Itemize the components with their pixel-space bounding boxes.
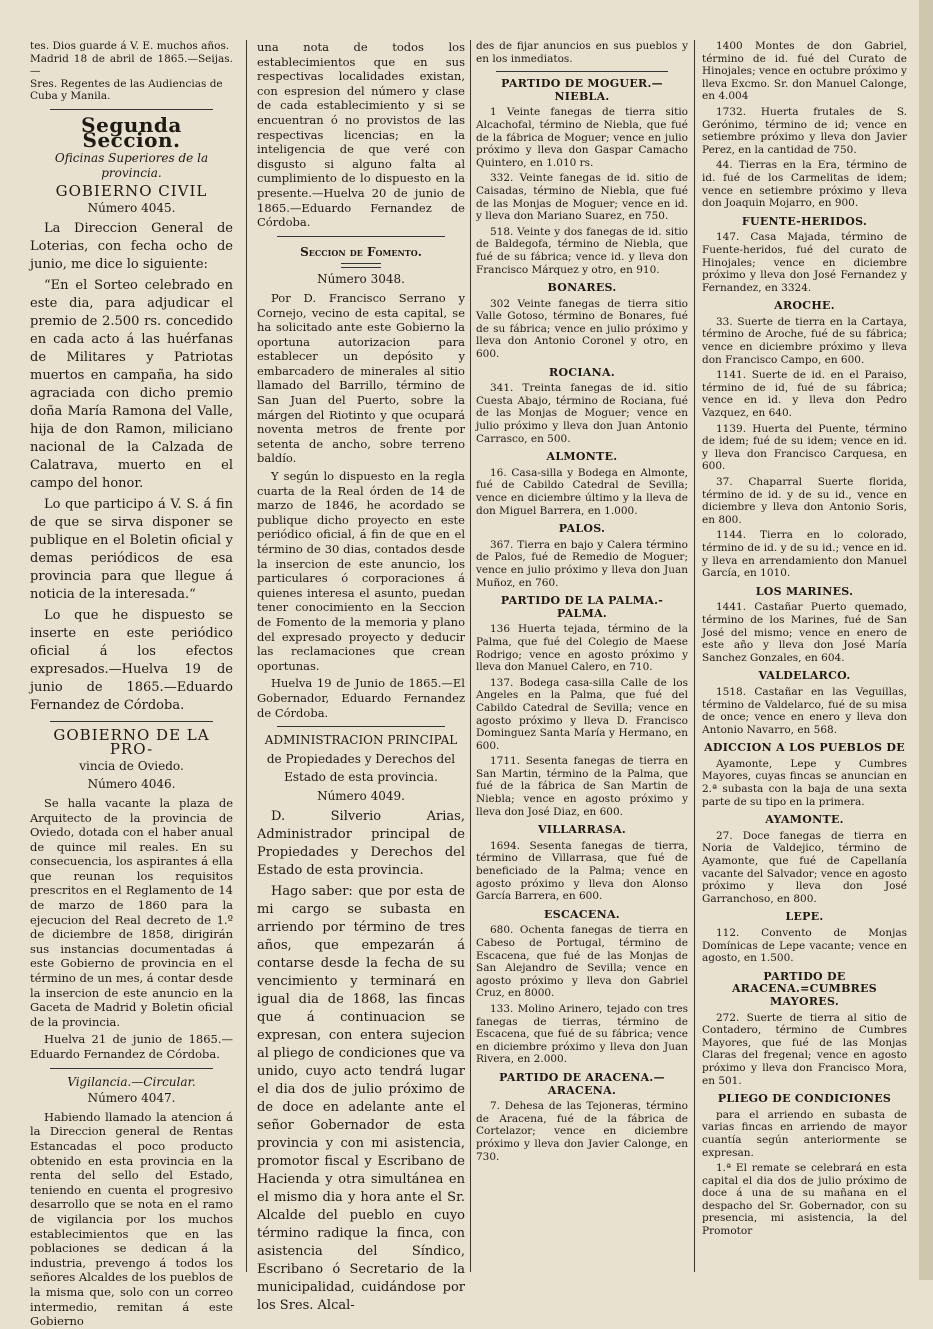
property-item: 133. Molino Arinero, tejado con tres fanegas de tierras, término de Escacena, que fué de su fábrica; vence en diciembre próximo y lleva don Juan Rivera, en 2.000. (476, 1002, 688, 1066)
property-item: 7. Dehesa de las Tejoneras, término de Aracena, fué de la fábrica de Cortelazor; vence en diciembre próximo y lleva don Javier Calonge, en 730. (476, 1100, 688, 1163)
property-item: 1139. Huerta del Puente, término de idem; fué de su idem; vence en id. y lleva don Francisco Carquesa, en 600. (702, 422, 907, 473)
divider (277, 236, 445, 237)
property-item: 37. Chaparral Suerte florida, término de id. y de su id., vence en diciembre y lleva don Antonio Soris, en 800. (702, 476, 907, 526)
property-item: 1694. Sesenta fanegas de tierra, término de Villarrasa, que fué de beneficiado de la Palma; vence en agosto próximo y lleva don Alonso García Barrera, en 600. (476, 839, 688, 903)
town-heading: LEPE. (785, 910, 824, 924)
paragraph: 44. Tierras en la Era, término de id. fué de los Carmelitas de idem; vence en setiembre próximo y lleva don Joaquin Mojarro, en 900. (702, 159, 907, 210)
town-heading: ROCIANA. (549, 365, 615, 379)
column-rule (470, 40, 471, 1272)
town-heading: PARTIDO DE LA PALMA.-PALMA. (500, 594, 664, 620)
town-heading: ADICCION A LOS PUEBLOS DE (704, 741, 905, 755)
gobierno-civil-number: Número 4045. (87, 200, 176, 215)
property-item: 112. Convento de Monjas Domínicas de Lepe vacante; vence en agosto, en 1.500. (702, 927, 907, 965)
property-item: 1518. Castañar en las Veguillas, término de Valdelarco, fué de su misa de once; vence en enero y lleva don Antonio Navarro, en 568. (702, 685, 907, 736)
paragraph: des de fijar anuncios en sus pueblos y en los inmediatos. (476, 40, 688, 65)
administracion-subtitle-2: Estado de esta provincia. (284, 770, 438, 785)
text-line: Madrid 18 de abril de 1865.—Seijas.— (30, 52, 233, 78)
property-item: 518. Veinte y dos fanegas de id. sitio de Baldegofa, término de Niebla, que fué de su fábrica; vence id. y lleva don Francisco Márquez y otro, en 910. (476, 225, 688, 276)
property-item: 33. Suerte de tierra en la Cartaya, término de Aroche, fué de su fábrica; vence en diciembre próximo y lleva don Francisco Campo, en 600. (702, 315, 907, 366)
paragraph: Huelva 21 de junio de 1865.—Eduardo Fernandez de Córdoba. (30, 1032, 233, 1061)
property-item: 1441. Castañar Puerto quemado, término de los Marines, fué de San José del mismo; vence en enero de este año y lleva don José María Sanchez Gonzales, en 604. (702, 601, 907, 664)
paragraph: D. Silverio Arias, Administrador principal de Propiedades y Derechos del Estado de esta provincia. (257, 808, 465, 878)
paragraph: Hago saber: que por esta de mi cargo se subasta en arriendo por término de tres años, que empezarán á contarse desde la fecha de su vencimiento y terminará en igual dia de 1868, las fincas que á continuacion se expresan, con entera sujecion al pliego de condiciones que va unido, cuyo acto tendrá lugar el dia dos de julio próximo de de doce en adelante ante el señor Gobernador de esta provincia y con mi asistencia, promotor fiscal y Escribano de Hacienda y otra simultánea en el mismo dia y hora ante el Sr. Alcalde del pueblo en cuyo término radique la finca, con asistencia del Síndico, Escribano ó Secretario de la municipalidad, cuidándose por los Sres. Alcal- (257, 883, 465, 1313)
property-item: 1144. Tierra en lo colorado, término de id. y de su id.; vence en id. y lleva en arrendamiento don Manuel García, en 1010. (702, 529, 907, 580)
column-4 (702, 40, 907, 1272)
column-rule (694, 40, 695, 1272)
town-heading: BONARES. (547, 281, 617, 295)
town-heading: AYAMONTE. (765, 813, 844, 827)
gobierno-provincia-subtitle: vincia de Oviedo. (79, 758, 184, 773)
paragraph: una nota de todos los establecimientos que en sus respectivas localidades existan, con espresion del número y clase de cada establecimiento y si se encuentran ó no provistos de las respectivas licencias; en la inteligencia de que veré con disgusto si alguno falta al cumplimiento de lo dispuesto en la presente.—Huelva 20 de junio de 1865.—Eduardo Fernandez de Córdoba. (257, 40, 465, 230)
administracion-subtitle-1: de Propiedades y Derechos del (266, 751, 456, 766)
property-item: 147. Casa Majada, término de Fuente-heridos, fué del curato de Hinojales; vence en diciembre próximo y lleva don José Fernandez y Fernandez, en 3324. (702, 231, 907, 294)
paragraph: 1400 Montes de don Gabriel, término de id. fué del Curato de Hinojales; vence en octubre próximo y lleva Excmo. Sr. don Manuel Calonge, en 4.004 (702, 40, 907, 103)
town-heading: LOS MARINES. (755, 584, 854, 598)
divider (496, 71, 668, 72)
property-item: 1711. Sesenta fanegas de tierra en San Martin, término de la Palma, que fué de la fábrica de San Martin de Niebla; vence en agosto próximo y lleva don José Diaz, en 600. (476, 755, 688, 818)
fomento-number: Número 3048. (317, 272, 405, 287)
paragraph: La Direccion General de Loterias, con fecha ocho de junio, me dice lo siguiente: (30, 220, 233, 272)
property-item: 1 Veinte fanegas de tierra sitio Alcachofal, término de Niebla, que fué de la fábrica de Moguer; vence en julio próximo y lleva don Gaspar Camacho Quintero, en 1.010 rs. (476, 106, 688, 169)
separator (341, 263, 381, 268)
town-heading: FUENTE-HERIDOS. (741, 214, 868, 228)
paragraph: Se halla vacante la plaza de Arquitecto de la provincia de Oviedo, dotada con el haber anual de quince mil reales. En su consecuencia, los aspirantes á ella que reunan los requisitos prescritos en el Reglamento de 14 de marzo de 1860 para la ejecucion del Real decreto de 1.º de diciembre de 1858, dirigirán sus instancias documentadas á este Gobierno de provincia en el término de un mes, á contar desde la insercion de este anuncio en la Gaceta de Madrid y Boletin oficial de la provincia. (30, 795, 233, 1029)
top-left-lines (30, 40, 233, 103)
town-heading: PARTIDO DE MOGUER.—NIEBLA. (501, 77, 663, 103)
property-item: 272. Suerte de tierra al sitio de Contadero, término de Cumbres Mayores, que fué de las Monjas Claras del fregenal; vence en agosto próximo y lleva don Francisco Mora, en 501. (702, 1011, 907, 1087)
property-item: 27. Doce fanegas de tierra en Noria de Valdejico, término de Ayamonte, que fué de Capellanía vacante del Salvador; vence en agosto próximo y lleva don José Garranchoso, en 800. (702, 829, 907, 905)
property-item: 16. Casa-silla y Bodega en Almonte, fué de Cabildo Catedral de Sevilla; vence en diciembre último y la lleva de don Miguel Barrera, en 1.000. (476, 466, 688, 517)
gobierno-provincia-number: Número 4046. (87, 777, 176, 792)
paragraph: Huelva 19 de Junio de 1865.—El Gobernador, Eduardo Fernandez de Córdoba. (257, 676, 465, 720)
town-heading: PARTIDO DE ARACENA.—ARACENA. (499, 1070, 665, 1097)
gobierno-provincia-title: GOBIERNO DE LA PRO- (53, 725, 210, 759)
pliego-clause: 1.ª El remate se celebrará en esta capital el dia dos de julio próximo de doce á una de su mañana en el despacho del Sr. Gobernador, con su presencia, mi asistencia, la del Promotor (702, 1162, 907, 1238)
town-heading: PALOS. (558, 522, 606, 536)
property-item: 302 Veinte fanegas de tierra sitio Valle Gotoso, término de Bonares, fué de su fábrica; vence en julio próximo y lleva don Antonio Coronel y otro, en 600. (476, 297, 688, 361)
paragraph: Lo que he dispuesto se inserte en este periódico oficial á los efectos expresados.—Huelva 19 de junio de 1865.—Eduardo Fernandez de Córdoba. (30, 607, 233, 713)
divider (277, 726, 445, 727)
offices-title: Oficinas Superiores de la provincia. (54, 151, 209, 180)
administracion-number: Número 4049. (317, 788, 405, 803)
town-heading: VALDELARCO. (758, 669, 851, 683)
paragraph: Por D. Francisco Serrano y Cornejo, vecino de esta capital, se ha solicitado ante este Gobierno la oportuna autorizacion para establecer un depósito y embarcadero de minerales al sitio llamado del Barrillo, término de San Juan del Puerto, sobre la márgen del Riotinto y que ocupará noventa metros de frente por setenta de ancho, sobre terreno baldío. (257, 290, 465, 466)
property-item: 341. Treinta fanegas de id. sitio Cuesta Abajo, término de Rociana, fué de las Monjas de Moguer; vence en julio próximo y lleva don Juan Antonio Carrasco, en 500. (476, 382, 688, 445)
divider (50, 1068, 213, 1069)
divider (50, 721, 213, 722)
paragraph: 1732. Huerta frutales de S. Gerónimo, término de id; vence en setiembre próximo y lleva don Javier Perez, en la cantidad de 750. (702, 105, 907, 156)
vigilancia-number: Número 4047. (87, 1091, 176, 1106)
property-item: 136 Huerta tejada, término de la Palma, que fué del Colegio de Maese Rodrigo; vence en agosto próximo y lleva don Manuel Calero, en 710. (476, 623, 688, 674)
column-rule (246, 40, 247, 1272)
paragraph: Habiendo llamado la atencion á la Direccion general de Rentas Estancadas el poco producto obtenido en esta provincia en la renta del sello del Estado, teniendo en cuenta el progresivo desarrollo que se nota en el ramo de vigilancia por los muchos establecimientos que en las poblaciones se dedican á la industria, prevengo á todos los señores Alcaldes de los pueblos de la misma que, solo con un correo intermedio, remitan á este Gobierno (30, 1109, 233, 1329)
text-line: Cuba y Manila. (30, 90, 111, 103)
paragraph: “En el Sorteo celebrado en este dia, para adjudicar el premio de 2.500 rs. concedido en cada acto á las huérfanas de Militares y Patriotas muertos en campaña, ha sido agraciada con dicho premio doña María Ramona del Valle, hija de don Ramon, miliciano nacional de la Calzada de Calatrava, muerto en el campo del honor. (30, 277, 233, 491)
gobierno-civil-title: GOBIERNO CIVIL (55, 182, 208, 201)
property-item: 332. Veinte fanegas de id. sitio de Caisadas, término de Niebla, que fué de las Monjas de Moguer; vence en id. y lleva don Mariano Suarez, en 750. (476, 172, 688, 223)
column-2 (257, 40, 465, 1313)
section-title: Segunda Seccion. (81, 112, 182, 152)
vigilancia-title: Vigilancia.—Circular. (67, 1074, 196, 1089)
column-1 (30, 40, 233, 1329)
text-line: tes. Dios guarde á V. E. muchos años. (30, 40, 230, 52)
column-3 (476, 40, 688, 1272)
administracion-title: ADMINISTRACION PRINCIPAL (264, 733, 458, 748)
paragraph: Lo que participo á V. S. á fin de que se sirva disponer se publique en el Boletin oficial y demas periódicos de esa provincia para que llegue á noticia de la interesada.“ (30, 496, 233, 602)
property-item: 137. Bodega casa-silla Calle de los Angeles en la Palma, que fué del Cabildo Catedral de Sevilla; vence en agosto próximo y lleva D. Francisco Dominguez Santa María y Hermano, en 600. (476, 676, 688, 752)
text-line: Sres. Regentes de las Audiencias de (30, 77, 223, 90)
town-heading: PARTIDO DE ARACENA.=CUMBRES MAYORES. (731, 969, 878, 1008)
town-heading: AROCHE. (774, 299, 835, 313)
divider (50, 109, 213, 110)
pliego-heading: PLIEGO DE CONDICIONES (717, 1092, 892, 1106)
paragraph: Y según lo dispuesto en la regla cuarta de la Real órden de 14 de marzo de 1846, he acordado se publique dicho proyecto en este periódico oficial, á fin de que en el término de 30 dias, contados desde la insercion de este anuncio, los particulares ó corporaciones á quienes interesa el asunto, puedan tener conocimiento en la Seccion de Fomento de la memoria y plano del expresado proyecto y deducir las reclamaciones que crean oportunas. (257, 469, 465, 673)
property-item: 367. Tierra en bajo y Calera término de Palos, fué de Remedio de Moguer; vence en julio próximo y lleva don Juan Muñoz, en 760. (476, 538, 688, 589)
pliego-intro: para el arriendo en subasta de varias fincas en arriendo de mayor cuantía según anteriormente se expresan. (702, 1108, 907, 1159)
property-item: Ayamonte, Lepe y Cumbres Mayores, cuyas fincas se anuncian en 2.ª subasta con la baja de una sexta parte de su tipo en la primera. (702, 757, 907, 808)
fomento-title: Seccion de Fomento. (300, 244, 422, 259)
property-item: 680. Ochenta fanegas de tierra en Cabeso de Portugal, término de Escacena, que fué de las Monjas de San Alejandro de Sevilla; vence en agosto próximo y lleva don Gabriel Cruz, en 8000. (476, 924, 688, 1000)
town-heading: VILLARRASA. (537, 823, 627, 837)
town-heading: ALMONTE. (546, 450, 618, 464)
town-heading: ESCACENA. (544, 907, 620, 921)
page-edge (919, 0, 933, 1280)
property-item: 1141. Suerte de id. en el Paraiso, término de id, fué de su fábrica; vence en id. y lleva don Pedro Vazquez, en 640. (702, 369, 907, 420)
